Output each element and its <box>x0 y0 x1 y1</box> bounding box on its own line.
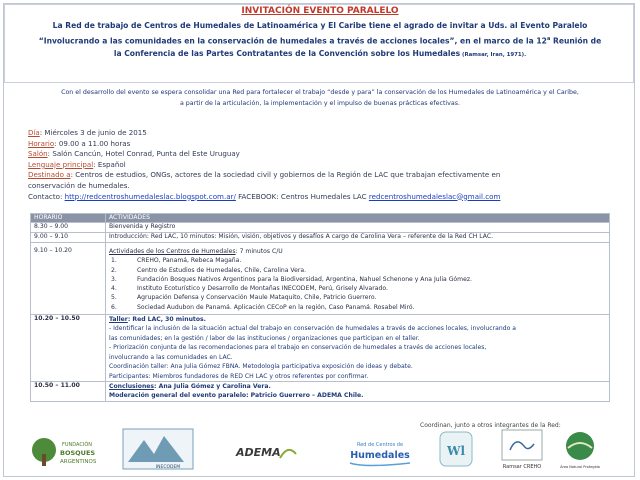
intro-line-3: la Conferencia de las Partes Contratantes de la Convención sobre los Humedales (Ramsar, Iran, 1971). <box>113 48 527 58</box>
activities-list <box>109 256 606 312</box>
svg-text:Humedales: Humedales <box>350 450 410 461</box>
wave-icon <box>350 463 410 466</box>
info-destinado-2: conservación de humedales. <box>28 180 130 190</box>
ramsar-site-logo <box>558 428 606 472</box>
invitation-title: INVITACIÓN EVENTO PARALELO <box>241 6 399 16</box>
header-horario: HORARIO <box>31 214 106 223</box>
svg-text:FUNDACIÓN: FUNDACIÓN <box>62 442 93 448</box>
goal-line-1: Con el desarrollo del evento se espera consolidar una Red para fortalecer el trabajo “desde y para” la conservación de los Humedales de Latinoamérica y el Caribe, <box>61 89 579 96</box>
header-actividades: ACTIVIDADES <box>106 214 610 223</box>
table-row: 9.00 – 9.10 Introducción: Red LAC, 10 minutos: Misión, visión, objetivos y desafíos A cargo de Carolina Vera – referente de la Red CH LAC. <box>31 233 610 243</box>
email-link[interactable]: redcentroshumedaleslac@gmail.com <box>368 191 501 201</box>
svg-text:Red de Centros de: Red de Centros de <box>356 442 404 448</box>
table-row: 10.50 – 11.00 Conclusiones: Ana Julia Gómez y Carolina Vera. Moderación general del evento paralelo: Patricio Guerrero – ADEMA Chile. <box>31 381 610 401</box>
info-horario: Horario: 09.00 a 11.00 horas <box>28 138 131 148</box>
event-info <box>28 128 618 202</box>
table-row: 9.10 – 10.20 Actividades de los Centros de Humedales: 7 minutos C/U 1. CREHO, Panamá, Rebeca Magaña. 2. Centro de Estudios de Humedales, Chile, Carolina Vera. 3. Fundación Bosques Nativos Argentinos para la Biodiversidad, Argentina, Nahuel Schenone y Ana Julia Gómez. 4. Instituto Ecoturístico y Desarrollo de Montañas INECODEM, Perú, Grisely Alvarado. 5. Agrupación Defensa y Conservación Maule Mataquito, Chile, Patricio Guerrero. 6. Sociedad Audubon de Panamá. Aplicación CECoP en la región, Caso Panamá. Rosabel Miró. <box>31 243 610 315</box>
info-destinado: Destinado a: Centros de estudios, ONGs, actores de la sociedad civil y gobiernos de la Región de LAC que trabajan efectivamente en <box>28 170 501 180</box>
intro-line-2: “Involucrando a las comunidades en la conservación de humedales a través de acciones locales”, en el marco de la 12$^a$ Reunión de <box>38 35 602 46</box>
svg-text:Wl: Wl <box>446 444 466 458</box>
svg-text:ARGENTINOS: ARGENTINOS <box>60 459 97 465</box>
schedule-table <box>30 213 610 402</box>
svg-text:ADEMA: ADEMA <box>236 446 281 459</box>
wl-logo <box>438 428 474 472</box>
activities-heading: Actividades de los Centros de Humedales: 7 minutos C/U <box>109 248 283 255</box>
blog-link[interactable]: http://redcentroshumedaleslac.blogspot.com.ar/ <box>64 191 236 201</box>
invitation-text <box>20 20 620 61</box>
schedule-header-row <box>31 214 610 223</box>
goal-line-2: a partir de la articulación, la implementación y el impulso de buenas prácticas efectivas. <box>179 99 461 107</box>
intro-line-1: La Red de trabajo de Centros de Humedales de Latinoamérica y El Caribe tiene el agrado de invitar a Uds. al Evento Paralelo <box>52 21 588 30</box>
info-lenguaje: Lenguaje principal: Español <box>28 159 126 169</box>
leaf-icon <box>280 450 296 458</box>
list-item: 6. Sociedad Audubon de Panamá. Aplicación CECoP en la región, Caso Panamá. Rosabel Miró. <box>111 303 415 311</box>
list-item: 5. Agrupación Defensa y Conservación Maule Mataquito, Chile, Patricio Guerrero. <box>111 294 377 302</box>
list-item: 1. CREHO, Panamá, Rebeca Magaña. <box>111 257 242 265</box>
inecodem-logo <box>122 428 194 472</box>
list-item: 3. Fundación Bosques Nativos Argentinos para la Biodiversidad, Argentina, Nahuel Schenone y Ana Julia Gómez. <box>111 275 472 283</box>
svg-text:Ramsar CREHO: Ramsar CREHO <box>502 464 542 470</box>
adema-logo <box>232 428 302 472</box>
partner-logos <box>0 428 640 476</box>
fbna-logo <box>30 428 110 472</box>
svg-text:INECODEM: INECODEM <box>155 465 181 470</box>
list-item: 4. Instituto Ecoturístico y Desarrollo de Montañas INECODEM, Perú, Grisely Alvarado. <box>111 285 388 293</box>
coordinators-caption: Coordinan, junto a otros integrantes de la Red: <box>420 422 561 429</box>
list-item: 2. Centro de Estudios de Humedales, Chile, Carolina Vera. <box>111 266 307 274</box>
info-salon: Salón: Salón Cancún, Hotel Conrad, Punta del Este Uruguay <box>28 149 240 159</box>
svg-text:BOSQUES: BOSQUES <box>60 449 96 457</box>
info-contacto: Contacto: http://redcentroshumedaleslac.blogspot.com.ar/ FACEBOOK: Centros Humedales LAC redcentroshumedaleslac@gmail.com <box>28 191 501 201</box>
svg-text:Área Natural Protegida: Área Natural Protegida <box>560 465 600 469</box>
table-row: 8.30 – 9.00 Bienvenida y Registro <box>31 223 610 233</box>
humedales-logo <box>340 428 420 472</box>
table-row: 10.20 – 10.50 Taller: Red LAC, 30 minutos. - Identificar la inclusión de la situación actual del trabajo en conservación de humedales a través de acciones locales, involucrando a las comunidades; en la gestión / labor de las instituciones / organizaciones que participan en el taller. - Priorización conjunta de las recomendaciones para el trabajo en conservación de humedales a través de acciones locales, involucrando a las comunidades en LAC. Coordinación taller: Ana Julia Gómez FBNA. Metodología participativa exposición de ideas y debate. Participantes: Miembros fundadores de RED CH LAC y otros referentes por confirmar. <box>31 315 610 382</box>
ramsar-creho-logo <box>498 428 548 472</box>
event-goal <box>20 88 620 109</box>
info-dia: Día: Miércoles 3 de junio de 2015 <box>28 128 147 137</box>
